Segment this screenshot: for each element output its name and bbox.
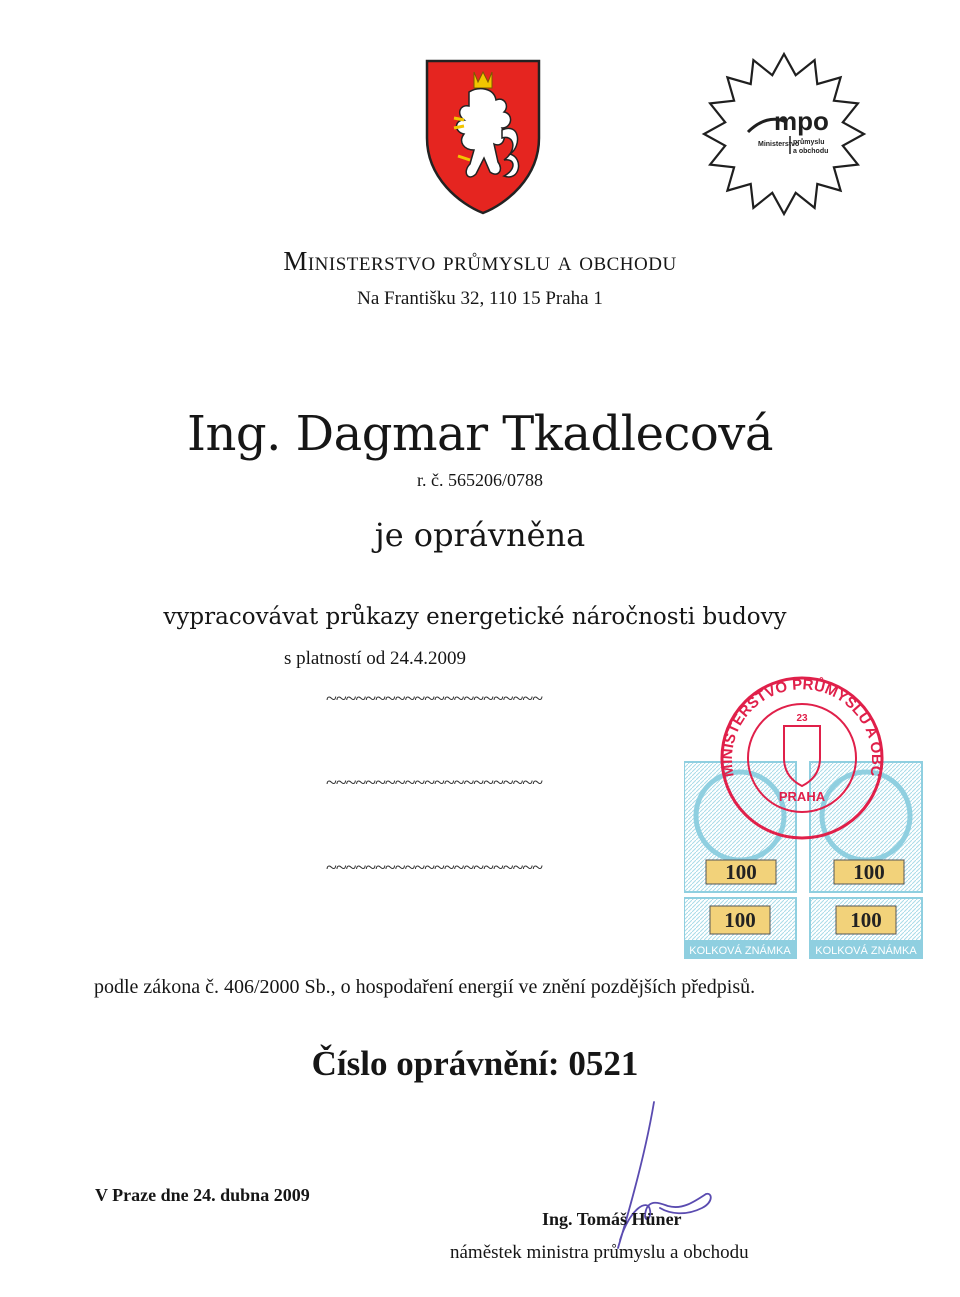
stamp-label: KOLKOVÁ ZNÁMKA [689, 945, 791, 957]
seal-city: PRAHA [778, 789, 826, 804]
stamp-value: 100 [724, 908, 756, 932]
stamp-label: KOLKOVÁ ZNÁMKA [815, 945, 917, 957]
ministry-name: Ministerstvo průmyslu a obchodu [283, 246, 677, 276]
mpo-text-line3: a obchodu [793, 148, 829, 155]
revenue-stamp-lower-right [810, 898, 922, 958]
seal-text: MINISTERSTVO PRŮMYSLU A OBC [718, 676, 886, 779]
signer-role: náměstek ministra průmyslu a obchodu [450, 1242, 749, 1263]
separator-line: ~~~~~~~~~~~~~~~~~~~~~~ [326, 857, 543, 879]
revenue-stamp-lower-left [684, 898, 796, 958]
ministry-address: Na Františku 32, 110 15 Praha 1 [357, 288, 603, 309]
law-reference: podle zákona č. 406/2000 Sb., o hospodaření energií ve znění pozdějších předpisů. [94, 976, 756, 998]
authorized-statement: je oprávněna [374, 516, 586, 554]
holder-reg-number: r. č. 565206/0788 [417, 470, 543, 490]
seal-number: 23 [796, 713, 808, 724]
holder-name: Ing. Dagmar Tkadlecová [187, 406, 773, 462]
separator-line: ~~~~~~~~~~~~~~~~~~~~~~ [326, 688, 543, 710]
revenue-stamp-upper-right [810, 762, 922, 892]
mpo-wordmark: mpo [774, 106, 829, 136]
mpo-text-line2: průmyslu [793, 139, 825, 146]
place-and-date: V Praze dne 24. dubna 2009 [95, 1185, 310, 1205]
mpo-ministry-logo-icon [700, 50, 868, 223]
stamp-value: 100 [850, 908, 882, 932]
separator-line: ~~~~~~~~~~~~~~~~~~~~~~ [326, 772, 543, 794]
stamp-value: 100 [853, 860, 885, 884]
revenue-stamp-upper-left [684, 762, 796, 892]
czech-coat-of-arms-icon [424, 58, 542, 221]
stamp-value: 100 [725, 860, 757, 884]
validity-date: s platností od 24.4.2009 [283, 648, 467, 669]
authorized-activity: vypracovávat průkazy energetické náročnosti budovy [163, 604, 787, 630]
revenue-stamps-icon [684, 676, 934, 971]
permit-number: Číslo oprávnění: 0521 [311, 1044, 639, 1083]
mpo-text-line1: Ministerstvo [758, 141, 800, 148]
signer-name: Ing. Tomáš Hüner [542, 1209, 682, 1229]
